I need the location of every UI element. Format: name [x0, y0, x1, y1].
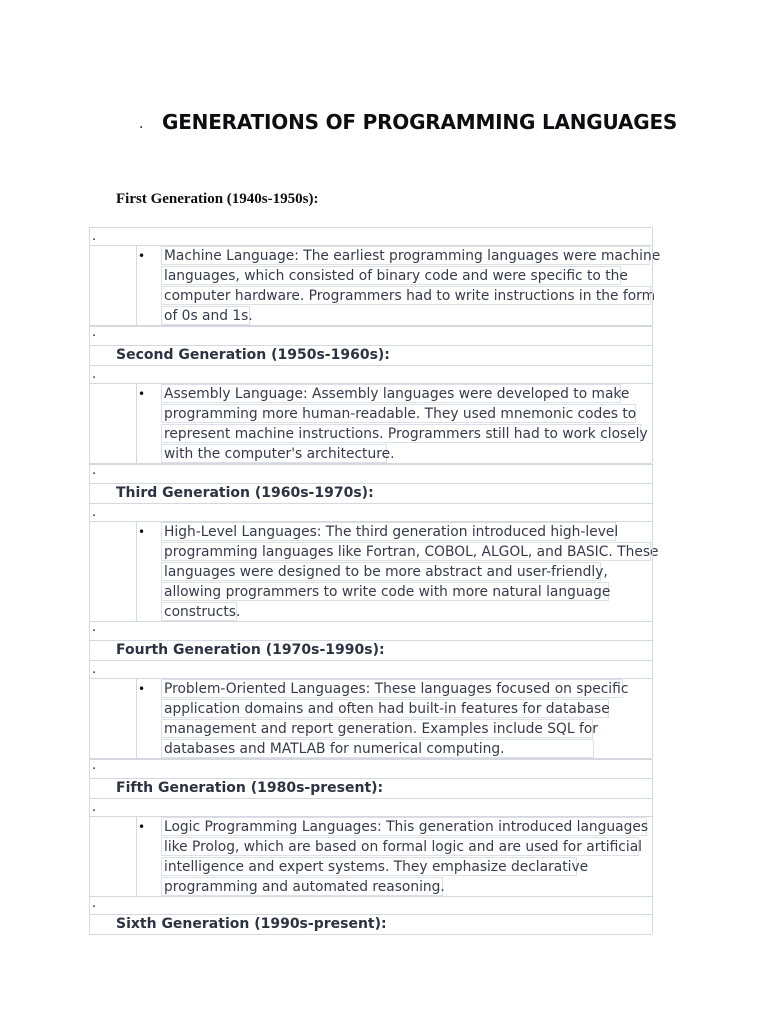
cell-border	[136, 245, 137, 325]
list-item-line: programming languages like Fortran, COBOL, ALGOL, and BASIC. These	[161, 542, 651, 561]
cell-border	[136, 383, 137, 463]
dot-marker: .	[92, 463, 97, 478]
cell-border	[652, 759, 653, 896]
first-generation-heading: First Generation (1940s-1950s):	[116, 191, 319, 207]
cell-border	[89, 227, 90, 325]
list-item-line: Assembly Language: Assembly languages were developed to make	[161, 384, 621, 403]
table-rule	[89, 227, 652, 228]
cell-border	[652, 326, 653, 463]
cell-border	[136, 521, 137, 621]
bullet-icon: •	[138, 525, 146, 539]
list-item-line: High-Level Languages: The third generation introduced high-level	[161, 522, 616, 541]
list-item-line: allowing programmers to write code with more natural language	[161, 582, 609, 601]
table-rule	[89, 326, 652, 327]
list-item-line: management and report generation. Examples include SQL for	[161, 719, 593, 738]
cell-border	[89, 759, 90, 896]
list-item-line: Machine Language: The earliest programming languages were machine	[161, 246, 650, 265]
sixth-generation-heading: Sixth Generation (1990s-present):	[116, 916, 387, 932]
cell-border	[136, 678, 137, 758]
list-item-line: constructs.	[161, 602, 237, 621]
dot-marker: .	[92, 662, 97, 677]
generation-heading: Second Generation (1950s-1960s):	[116, 347, 390, 363]
generation-heading: Third Generation (1960s-1970s):	[116, 485, 374, 501]
cell-border	[136, 816, 137, 896]
dot-marker: .	[92, 758, 97, 773]
cell-border	[652, 464, 653, 621]
page-title: GENERATIONS OF PROGRAMMING LANGUAGES	[162, 110, 678, 134]
cell-border	[89, 326, 90, 463]
list-item-line: intelligence and expert systems. They emphasize declarative	[161, 857, 577, 876]
table-rule	[89, 503, 652, 504]
dot-marker: .	[92, 229, 97, 244]
dot-marker: .	[92, 620, 97, 635]
table-rule	[89, 621, 652, 622]
list-item-line: computer hardware. Programmers had to write instructions in the form	[161, 286, 651, 305]
bullet-icon: •	[138, 249, 146, 263]
list-item-line: programming more human-readable. They used mnemonic codes to	[161, 404, 636, 423]
list-item-line: of 0s and 1s.	[161, 306, 250, 325]
list-item-line: languages, which consisted of binary code and were specific to the	[161, 266, 621, 285]
table-rule	[89, 365, 652, 366]
cell-border	[89, 621, 90, 758]
cell-border	[652, 227, 653, 325]
list-item-line: databases and MATLAB for numerical computing.	[161, 739, 594, 758]
table-rule	[89, 464, 652, 465]
bullet-icon: •	[138, 820, 146, 834]
list-item-line: Logic Programming Languages: This generation introduced languages	[161, 817, 647, 836]
cell-border	[652, 621, 653, 758]
table-rule	[89, 798, 652, 799]
list-item-line: with the computer's architecture.	[161, 444, 387, 463]
dot-marker: .	[92, 505, 97, 520]
dot-marker: .	[92, 367, 97, 382]
list-item-line: application domains and often had built-in features for database	[161, 699, 609, 718]
cell-border	[652, 895, 653, 934]
list-item-line: languages were designed to be more abstract and user-friendly,	[161, 562, 601, 581]
cell-border	[89, 895, 90, 934]
list-item-line: Problem-Oriented Languages: These languages focused on specific	[161, 679, 623, 698]
table-rule	[89, 759, 652, 760]
generation-heading: Fifth Generation (1980s-present):	[116, 780, 384, 796]
list-item-line: programming and automated reasoning.	[161, 877, 443, 896]
table-rule	[89, 934, 652, 935]
list-item-line: represent machine instructions. Programmers still had to work closely	[161, 424, 641, 443]
bullet-icon: •	[138, 682, 146, 696]
cell-border	[89, 464, 90, 621]
bullet-icon: •	[138, 387, 146, 401]
dot-marker: .	[92, 325, 97, 340]
table-rule	[89, 896, 652, 897]
title-bullet: .	[139, 116, 144, 132]
list-item-line: like Prolog, which are based on formal logic and are used for artificial	[161, 837, 639, 856]
generation-heading: Fourth Generation (1970s-1990s):	[116, 642, 385, 658]
dot-marker: .	[92, 800, 97, 815]
dot-marker: .	[92, 896, 97, 911]
table-rule	[89, 660, 652, 661]
